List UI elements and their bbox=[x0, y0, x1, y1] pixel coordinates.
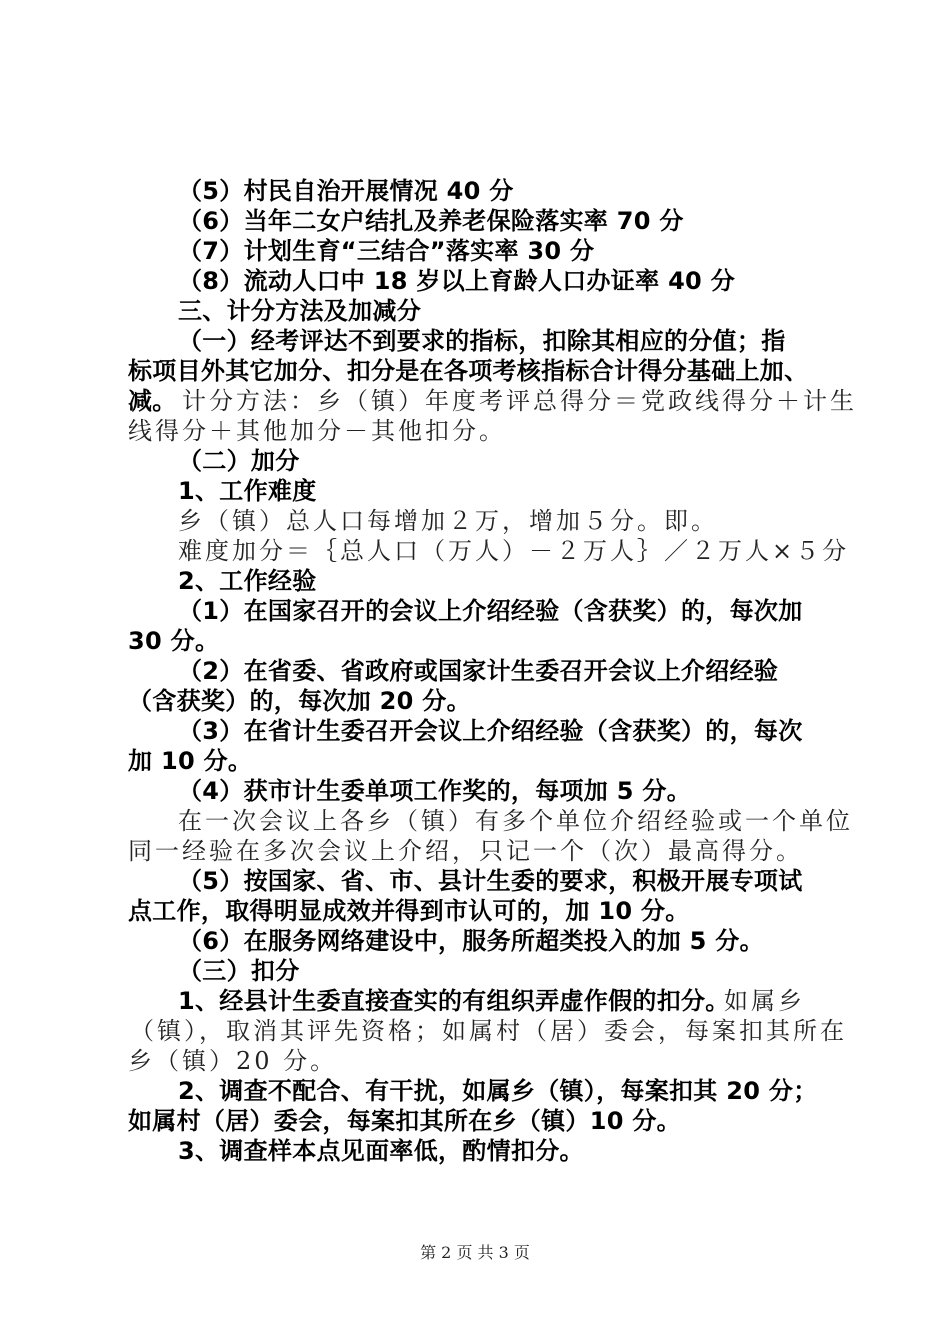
paragraph-line: （镇），取消其评先资格；如属村（居）委会，每案扣其所在 bbox=[130, 1017, 847, 1045]
item-6-line: （6）当年二女户结扎及养老保险落实率 70 分 bbox=[178, 207, 684, 235]
paragraph-line: 同一经验在多次会议上介绍，只记一个（次）最高得分。 bbox=[128, 837, 803, 865]
page-number-footer: 第 2 页 共 3 页 bbox=[420, 1243, 530, 1262]
paragraph-line: （含获奖）的，每次加 20 分。 bbox=[128, 687, 471, 715]
paragraph-line: 2、调查不配合、有干扰，如属乡（镇），每案扣其 20 分； bbox=[178, 1077, 818, 1105]
paragraph-line: （2）在省委、省政府或国家计生委召开会议上介绍经验 bbox=[178, 657, 779, 685]
item-5-line: （5）村民自治开展情况 40 分 bbox=[178, 177, 514, 205]
subsection-heading: （三）扣分 bbox=[178, 957, 300, 985]
paragraph-line: （5）按国家、省、市、县计生委的要求，积极开展专项试 bbox=[178, 867, 803, 895]
paragraph-line: （4）获市计生委单项工作奖的，每项加 5 分。 bbox=[178, 777, 692, 805]
formula-line: 难度加分＝｛总人口（万人）－２万人｝／２万人×５分 bbox=[178, 537, 850, 565]
subsection-heading: 2、工作经验 bbox=[178, 567, 317, 595]
item-8-line: （8）流动人口中 18 岁以上育龄人口办证率 40 分 bbox=[178, 267, 736, 295]
paragraph-line: 乡（镇）总人口每增加２万，增加５分。即。 bbox=[178, 507, 718, 535]
subsection-heading: （二）加分 bbox=[178, 447, 300, 475]
paragraph-line: （6）在服务网络建设中，服务所超类投入的加 5 分。 bbox=[178, 927, 764, 955]
section-3-heading: 三、计分方法及加减分 bbox=[178, 297, 421, 325]
paragraph-line: 计分方法：乡（镇）年度考评总得分＝党政线得分＋计生 bbox=[182, 387, 857, 415]
paragraph-line: 在一次会议上各乡（镇）有多个单位介绍经验或一个单位 bbox=[178, 807, 853, 835]
paragraph-line: 点工作，取得明显成效并得到市认可的，加 10 分。 bbox=[128, 897, 690, 925]
paragraph-line: 如属村（居）委会，每案扣其所在乡（镇）10 分。 bbox=[128, 1107, 681, 1135]
paragraph-line: 30 分。 bbox=[128, 627, 220, 655]
paragraph-line: （一）经考评达不到要求的指标，扣除其相应的分值；指 bbox=[178, 327, 786, 355]
paragraph-line: 1、经县计生委直接查实的有组织弄虚作假的扣分。 bbox=[178, 987, 730, 1015]
paragraph-line: （3）在省计生委召开会议上介绍经验（含获奖）的，每次 bbox=[178, 717, 803, 745]
paragraph-line: 加 10 分。 bbox=[128, 747, 253, 775]
paragraph-line: 线得分＋其他加分－其他扣分。 bbox=[128, 417, 506, 445]
paragraph-line: 减。 bbox=[128, 387, 177, 415]
paragraph-line: 3、调查样本点见面率低，酌情扣分。 bbox=[178, 1137, 584, 1165]
item-7-line: （7）计划生育“三结合”落实率 30 分 bbox=[178, 237, 595, 265]
subsection-heading: 1、工作难度 bbox=[178, 477, 317, 505]
paragraph-line: 乡（镇）20 分。 bbox=[128, 1047, 338, 1075]
paragraph-line: 如属乡 bbox=[724, 987, 805, 1015]
paragraph-line: （1）在国家召开的会议上介绍经验（含获奖）的，每次加 bbox=[178, 597, 803, 625]
paragraph-line: 标项目外其它加分、扣分是在各项考核指标合计得分基础上加、 bbox=[128, 357, 809, 385]
